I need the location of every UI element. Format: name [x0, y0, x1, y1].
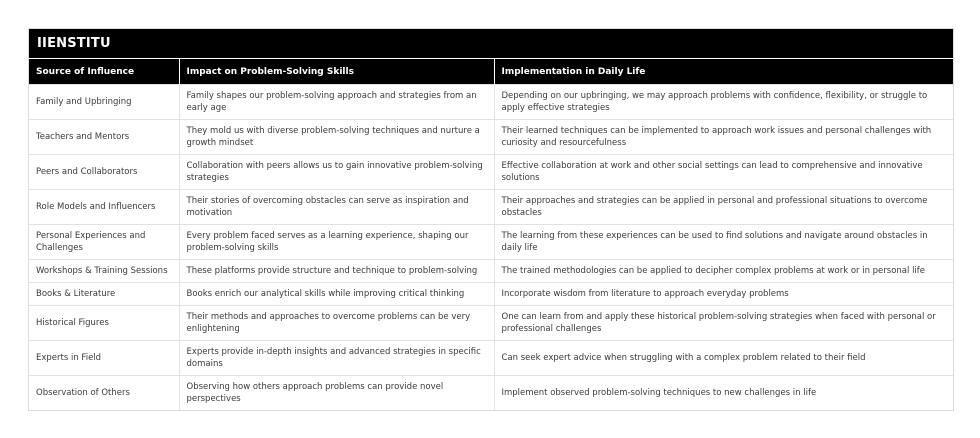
cell-implementation: Can seek expert advice when struggling with a complex problem related to their field	[494, 341, 953, 376]
cell-source: Family and Upbringing	[29, 85, 179, 120]
table-row	[29, 341, 953, 376]
cell-source: Peers and Collaborators	[29, 155, 179, 190]
cell-implementation: The trained methodologies can be applied to decipher complex problems at work or in personal life	[494, 260, 953, 283]
cell-impact: Experts provide in-depth insights and advanced strategies in specific domains	[179, 341, 494, 376]
cell-impact: Their methods and approaches to overcome problems can be very enlightening	[179, 306, 494, 341]
influence-table-card	[28, 28, 954, 411]
cell-implementation: Implement observed problem-solving techniques to new challenges in life	[494, 376, 953, 411]
cell-impact: These platforms provide structure and technique to problem-solving	[179, 260, 494, 283]
table-row	[29, 306, 953, 341]
header-source: Source of Influence	[29, 59, 179, 85]
cell-impact: Collaboration with peers allows us to gain innovative problem-solving strategies	[179, 155, 494, 190]
header-implementation: Implementation in Daily Life	[494, 59, 953, 85]
cell-implementation: One can learn from and apply these historical problem-solving strategies when faced with personal or professional challenges	[494, 306, 953, 341]
cell-implementation: Their approaches and strategies can be applied in personal and professional situations to overcome obstacles	[494, 190, 953, 225]
influence-table	[29, 58, 953, 410]
cell-impact: Every problem faced serves as a learning experience, shaping our problem-solving skills	[179, 225, 494, 260]
table-row	[29, 283, 953, 306]
table-row	[29, 376, 953, 411]
cell-source: Observation of Others	[29, 376, 179, 411]
cell-source: Role Models and Influencers	[29, 190, 179, 225]
header-impact: Impact on Problem-Solving Skills	[179, 59, 494, 85]
table-row	[29, 85, 953, 120]
table-row	[29, 225, 953, 260]
cell-implementation: Effective collaboration at work and other social settings can lead to comprehensive and innovative solutions	[494, 155, 953, 190]
cell-implementation: Their learned techniques can be implemented to approach work issues and personal challenges with curiosity and resourcefulness	[494, 120, 953, 155]
brand-title: IIENSTITU	[29, 29, 953, 58]
table-row	[29, 155, 953, 190]
cell-impact: Their stories of overcoming obstacles can serve as inspiration and motivation	[179, 190, 494, 225]
table-row	[29, 120, 953, 155]
cell-source: Personal Experiences and Challenges	[29, 225, 179, 260]
cell-source: Teachers and Mentors	[29, 120, 179, 155]
table-header-row	[29, 59, 953, 85]
cell-impact: They mold us with diverse problem-solving techniques and nurture a growth mindset	[179, 120, 494, 155]
cell-impact: Books enrich our analytical skills while improving critical thinking	[179, 283, 494, 306]
cell-impact: Observing how others approach problems can provide novel perspectives	[179, 376, 494, 411]
cell-source: Workshops & Training Sessions	[29, 260, 179, 283]
table-row	[29, 260, 953, 283]
cell-implementation: Incorporate wisdom from literature to approach everyday problems	[494, 283, 953, 306]
cell-implementation: Depending on our upbringing, we may approach problems with confidence, flexibility, or struggle to apply effective strategies	[494, 85, 953, 120]
cell-source: Books & Literature	[29, 283, 179, 306]
cell-source: Historical Figures	[29, 306, 179, 341]
cell-source: Experts in Field	[29, 341, 179, 376]
table-row	[29, 190, 953, 225]
cell-implementation: The learning from these experiences can be used to find solutions and navigate around obstacles in daily life	[494, 225, 953, 260]
cell-impact: Family shapes our problem-solving approach and strategies from an early age	[179, 85, 494, 120]
